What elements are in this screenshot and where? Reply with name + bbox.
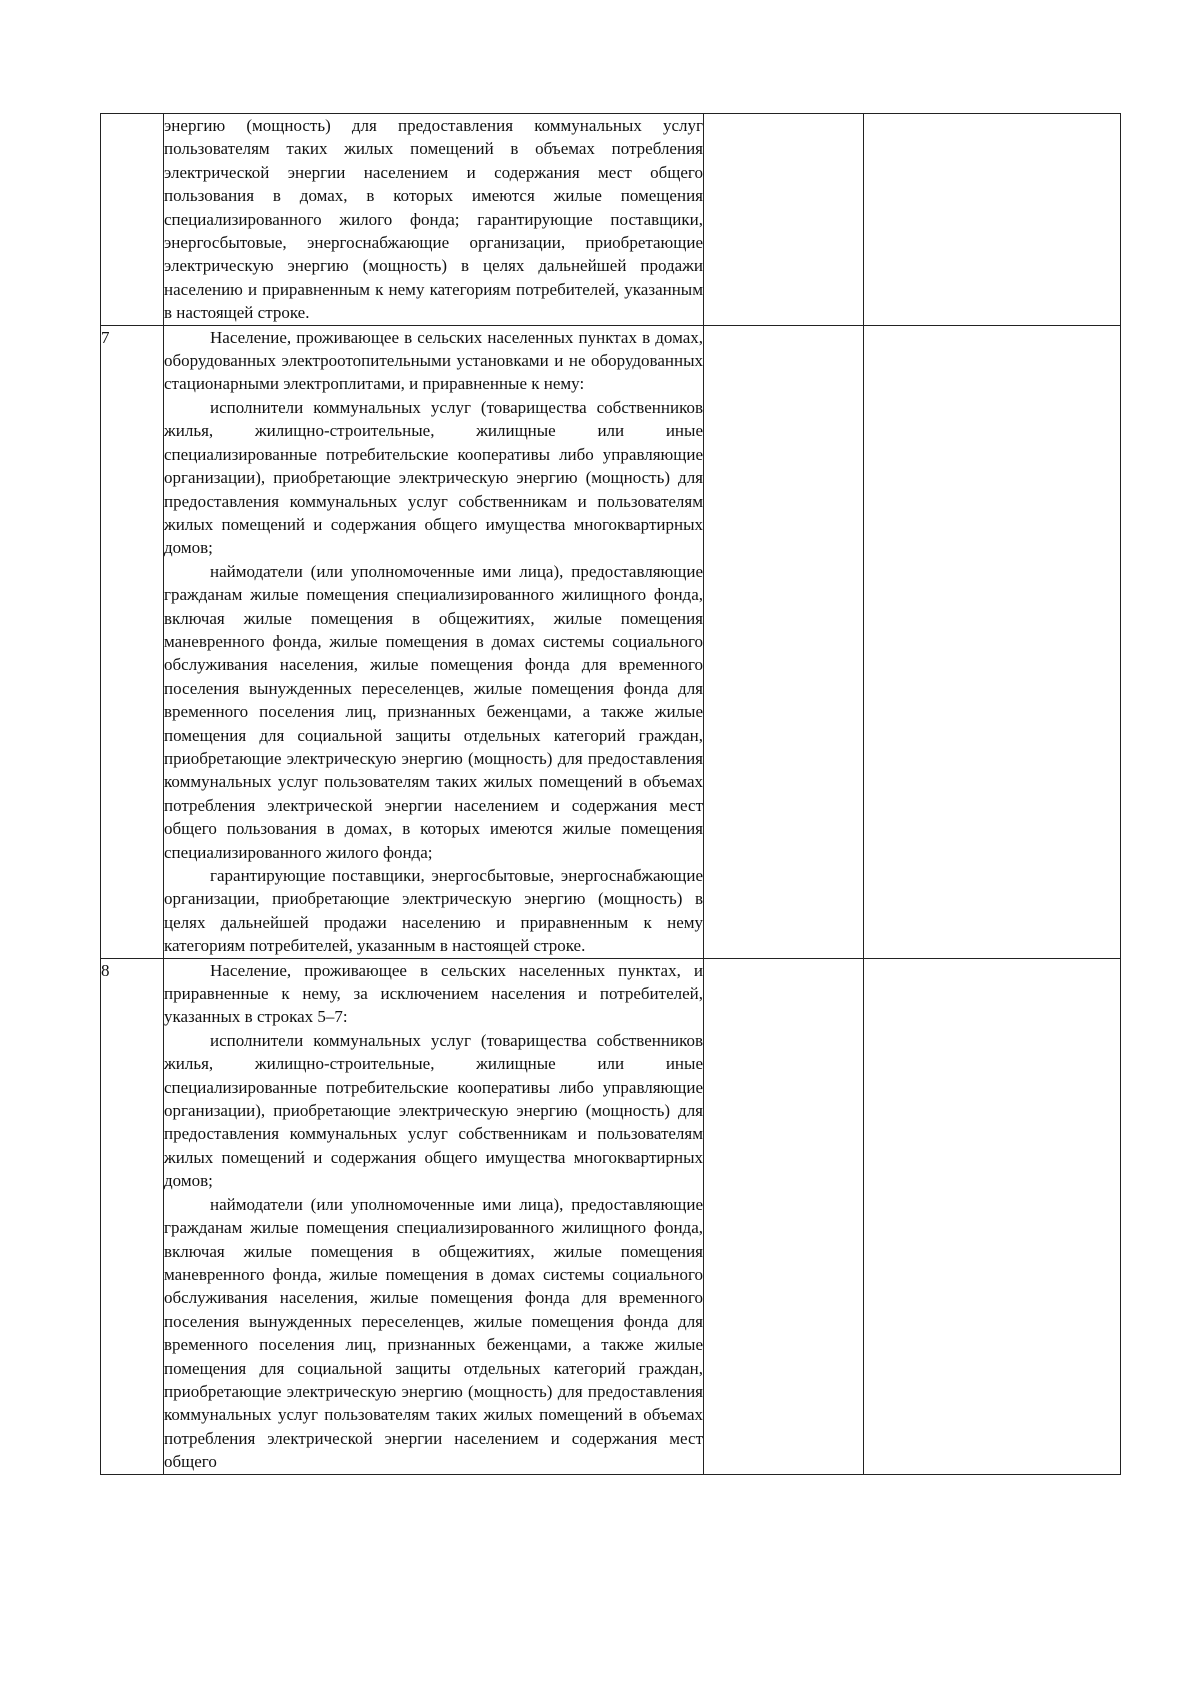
category-paragraph: наймодатели (или уполномоченные ими лица), предоставляющие гражданам жилые помещения специализированного жилищного фонда, включая жилые помещения в общежитиях, жилые помещения маневренного фонда, жилые помещения в домах системы социального обслуживания населения, жилые помещения фонда для временного поселения вынужденных переселенцев, жилые помещения фонда для временного поселения лиц, признанных беженцами, а также жилые помещения для социальной защиты отдельных категорий граждан, приобретающие электрическую энергию (мощность) для предоставления коммунальных услуг пользователям таких жилых помещений в объемах потребления электрической энергии населением и содержания мест общего <box>164 1194 703 1472</box>
empty-value-cell <box>704 325 864 958</box>
tariff-table <box>100 113 1121 1475</box>
table-row <box>101 114 1121 326</box>
row-number-cell: 8 <box>101 958 164 1474</box>
consumer-category-cell <box>164 325 704 958</box>
category-paragraph: наймодатели (или уполномоченные ими лица), предоставляющие гражданам жилые помещения специализированного жилищного фонда, включая жилые помещения в общежитиях, жилые помещения маневренного фонда, жилые помещения в домах системы социального обслуживания населения, жилые помещения фонда для временного поселения вынужденных переселенцев, жилые помещения фонда для временного поселения лиц, признанных беженцами, а также жилые помещения для социальной защиты отдельных категорий граждан, приобретающие электрическую энергию (мощность) для предоставления коммунальных услуг пользователям таких жилых помещений в объемах потребления электрической энергии населением и содержания мест общего пользования в домах, в которых имеются жилые помещения специализированного жилого фонда; <box>164 561 703 862</box>
empty-value-cell <box>704 114 864 326</box>
category-paragraph: Население, проживающее в сельских населенных пунктах, и приравненные к нему, за исключением населения и потребителей, указанных в строках 5–7: <box>164 960 703 1027</box>
category-paragraph: энергию (мощность) для предоставления коммунальных услуг пользователям таких жилых помещений в объемах потребления электрической энергии населением и содержания мест общего пользования в домах, в которых имеются жилые помещения специализированного жилого фонда; гарантирующие поставщики, энергосбытовые, энергоснабжающие организации, приобретающие электрическую энергию (мощность) в целях дальнейшей продажи населению и приравненным к нему категориям потребителей, указанным в настоящей строке. <box>164 116 703 323</box>
empty-value-cell <box>704 958 864 1474</box>
empty-value-cell <box>864 958 1121 1474</box>
table-body <box>101 114 1121 1475</box>
category-paragraph: Население, проживающее в сельских населенных пунктах в домах, оборудованных электроотопительными установками и не оборудованных стационарными электроплитами, и приравненные к нему: <box>164 327 703 394</box>
document-page <box>100 113 1120 1475</box>
category-paragraph: исполнители коммунальных услуг (товарищества собственников жилья, жилищно-строительные, жилищные или иные специализированные потребительские кооперативы либо управляющие организации), приобретающие электрическую энергию (мощность) для предоставления коммунальных услуг собственникам и пользователям жилых помещений и содержания общего имущества многоквартирных домов; <box>164 1030 703 1191</box>
category-paragraph: исполнители коммунальных услуг (товарищества собственников жилья, жилищно-строительные, жилищные или иные специализированные потребительские кооперативы либо управляющие организации), приобретающие электрическую энергию (мощность) для предоставления коммунальных услуг собственникам и пользователям жилых помещений и содержания общего имущества многоквартирных домов; <box>164 397 703 558</box>
row-number-cell: 7 <box>101 325 164 958</box>
empty-value-cell <box>864 325 1121 958</box>
table-row <box>101 325 1121 958</box>
empty-value-cell <box>864 114 1121 326</box>
row-number-cell <box>101 114 164 326</box>
consumer-category-cell <box>164 958 704 1474</box>
consumer-category-cell <box>164 114 704 326</box>
category-paragraph: гарантирующие поставщики, энергосбытовые, энергоснабжающие организации, приобретающие электрическую энергию (мощность) в целях дальнейшей продажи населению и приравненным к нему категориям потребителей, указанным в настоящей строке. <box>164 866 703 956</box>
table-row <box>101 958 1121 1474</box>
